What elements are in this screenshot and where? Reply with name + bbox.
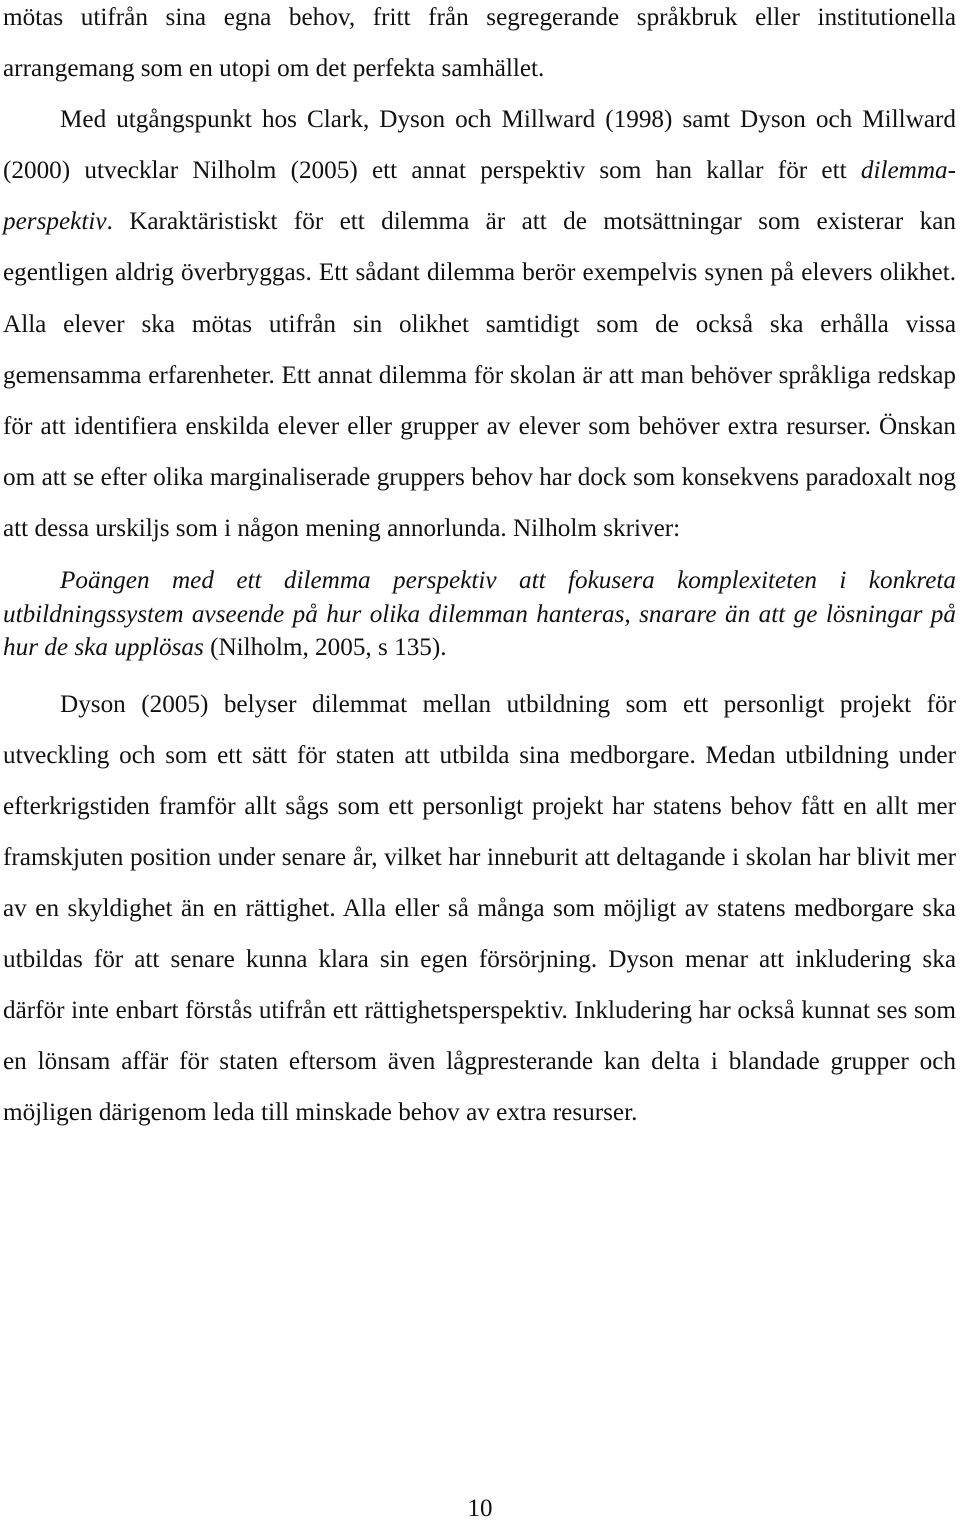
block-quote (3, 564, 956, 665)
paragraph-1-text: mötas utifrån sina egna behov, fritt från segregerande språkbruk eller institutionella arrangemang som en utopi om det perfekta samhället. (3, 4, 956, 83)
page-number: 10 (467, 1495, 493, 1522)
paragraph-dilemma-perspective (3, 94, 956, 554)
paragraph-2-emphasis: dilemma-perspektiv (3, 157, 956, 236)
document-page (3, 0, 956, 1138)
paragraph-2-body: . Karaktäristiskt för ett dilemma är att de motsättningar som existerar kan egentligen aldrig överbryggas. Ett sådant dilemma berör exempelvis synen på elevers olikhet. Alla elever ska mötas utifrån sin olikhet samtidigt som de också ska erhålla vissa gemensamma erfarenheter. Ett annat dilemma för skolan är att man behöver språkliga redskap för att identifiera enskilda elever eller grupper av elever som behöver extra resurser. Önskan om att se efter olika marginaliserade gruppers behov har dock som konsekvens paradoxalt nog att dessa urskiljs som i någon mening annorlunda. Nilholm skriver: (3, 208, 956, 542)
paragraph-dyson (3, 679, 956, 1139)
paragraph-3-text: Dyson (2005) belyser dilemmat mellan utbildning som ett personligt projekt för utveckling och som ett sätt för staten att utbilda sina medborgare. Medan utbildning under efterkrigstiden framför allt sågs som ett personligt projekt har statens behov fått en allt mer framskjuten position under senare år, vilket har inneburit att deltagande i skolan har blivit mer av en skyldighet än en rättighet. Alla eller så många som möjligt av statens medborgare ska utbildas för att senare kunna klara sin egen försörjning. Dyson menar att inkludering ska därför inte enbart förstås utifrån ett rättighetsperspektiv. Inkludering har också kunnat ses som en lönsam affär för staten eftersom även lågpresterande kan delta i blandade grupper och möjligen därigenom leda till minskade behov av extra resurser. (3, 690, 956, 1127)
quote-citation: (Nilholm, 2005, s 135). (203, 634, 447, 662)
paragraph-continuation (3, 0, 956, 94)
paragraph-2-intro: Med utgångspunkt hos Clark, Dyson och Millward (1998) samt Dyson och Millward (2000) utvecklar Nilholm (2005) ett annat perspektiv som han kallar för ett (3, 106, 956, 185)
quote-text: Poängen med ett dilemma perspektiv att fokusera komplexiteten i konkreta utbildningssystem avseende på hur olika dilemman hanteras, snarare än att ge lösningar på hur de ska upplösas (3, 567, 956, 662)
